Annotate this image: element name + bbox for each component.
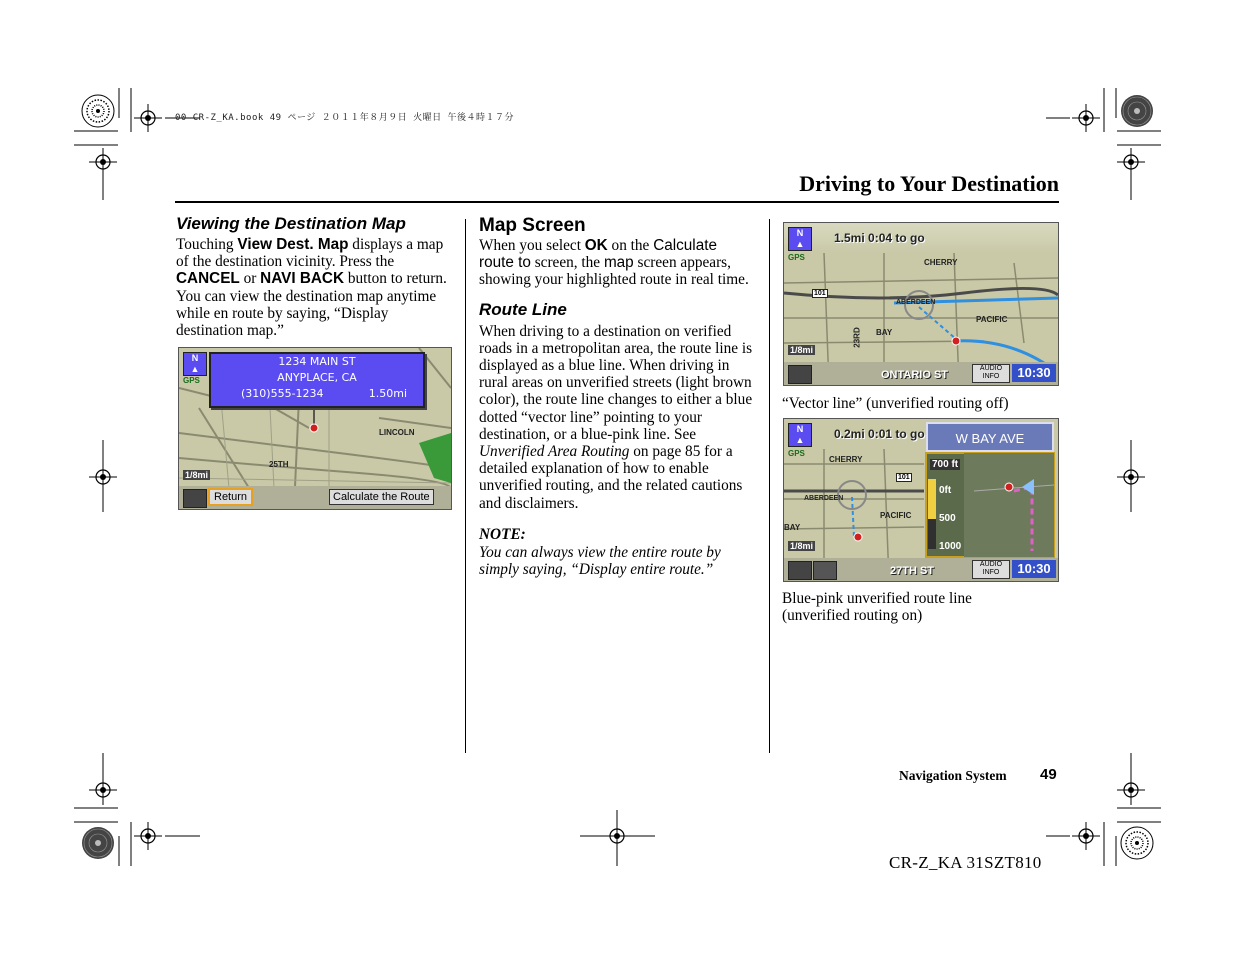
street-cherry: CHERRY (829, 455, 863, 464)
left-column (176, 214, 454, 339)
return-button[interactable]: Return (208, 488, 253, 506)
destination-info-panel (209, 352, 425, 408)
route-line-text: When driving to a destination on verified roads in a metropolitan area, the route line is displayed as a blue line. When driving in rural areas on unverified streets (light brown color), the route line changes to either a blue dotted “vector line” pointing to your destination, or a blue-pink line. See Unverified Area Routing on page 85 for a detailed explanation of how to enable unverified routing, and the related cautions and disclaimers. (479, 322, 753, 512)
blue-pink-caption-line2: (unverified routing on) (782, 607, 923, 624)
current-street: 27TH ST (890, 565, 935, 577)
column-divider-1 (465, 219, 466, 753)
calculate-route-button[interactable]: Calculate the Route (329, 489, 434, 505)
phone: (310)555-1234 (241, 387, 324, 400)
note-label: NOTE: (479, 525, 526, 543)
viewing-destination-heading: Viewing the Destination Map (176, 214, 406, 233)
next-street-panel: W BAY AVE (926, 422, 1054, 452)
footer-nav-label: Navigation System (899, 768, 1007, 783)
page-number: 49 (1040, 766, 1057, 783)
distance-to-go: 0.2mi 0:01 to go (834, 427, 925, 441)
blue-pink-caption (782, 590, 972, 624)
clock: 10:30 (1012, 364, 1056, 382)
street-25th: 25TH (269, 460, 289, 469)
elevation-0: 0ft (939, 485, 952, 496)
current-street: ONTARIO ST (881, 369, 949, 381)
map-icon-button[interactable] (788, 561, 812, 580)
gps-indicator: GPS (788, 449, 805, 458)
map-scale: 1/8mi (790, 345, 814, 355)
elevation-top: 700 ft (932, 459, 959, 470)
destination-map-screen (178, 347, 452, 510)
title-rule (175, 201, 1059, 203)
map-scale: 1/8mi (185, 470, 209, 480)
elevation-1000: 1000 (939, 541, 962, 552)
clock: 10:30 (1012, 560, 1056, 578)
street-lincoln: LINCOLN (379, 428, 415, 437)
document-code: CR-Z_KA 31SZT810 (889, 853, 1042, 872)
phone-line (211, 386, 423, 402)
distance-to-go: 1.5mi 0:04 to go (834, 231, 925, 245)
north-compass-icon[interactable]: N ▲ (183, 352, 207, 376)
map-icon-button[interactable] (788, 365, 812, 384)
highway-shield: 101 (898, 474, 910, 481)
viewing-destination-text: Touching View Dest. Map displays a map of the destination vicinity. Press the CANCEL or NAVI BACK button to return. You can view the destination map anytime while en route by saying, “Display destination map.” (176, 236, 447, 340)
vector-line-map-screen (783, 222, 1059, 386)
north-compass-icon[interactable]: N ▲ (788, 227, 812, 251)
map-screen-heading: Map Screen (479, 215, 586, 236)
street-23rd: 23RD (852, 327, 862, 348)
blue-pink-route-map-screen (783, 418, 1059, 582)
vector-line-caption: “Vector line” (unverified routing off) (782, 395, 1009, 412)
gps-indicator: GPS (183, 376, 200, 385)
map-scale: 1/8mi (790, 541, 814, 551)
city-label: ABERDEEN (804, 495, 844, 502)
middle-column (479, 215, 755, 578)
gps-indicator: GPS (788, 253, 805, 262)
map-screen-text: When you select OK on the Calculate route to screen, the map screen appears, showing your highlighted route in real time. (479, 237, 749, 289)
audio-info-button[interactable]: AUDIO INFO (972, 364, 1010, 383)
address-line1: 1234 MAIN ST (278, 355, 356, 368)
street-bay: BAY (784, 523, 801, 532)
elevation-500: 500 (939, 513, 956, 524)
street-pacific: PACIFIC (976, 315, 1008, 324)
route-line-heading: Route Line (479, 299, 567, 319)
column-divider-2 (769, 219, 770, 753)
voice-button[interactable] (813, 561, 837, 580)
street-cherry: CHERRY (924, 258, 958, 267)
street-pacific: PACIFIC (880, 511, 912, 520)
map-icon-button[interactable] (183, 489, 207, 508)
section-title: Driving to Your Destination (799, 171, 1059, 196)
audio-info-button[interactable]: AUDIO INFO (972, 560, 1010, 579)
print-header-line: 00 CR-Z_KA.book 49 ページ ２０１１年８月９日 火曜日 午後４時１７分 (175, 113, 515, 123)
blue-pink-caption-line1: Blue-pink unverified route line (782, 590, 972, 607)
street-bay: BAY (876, 328, 893, 337)
city-label: ABERDEEN (896, 299, 936, 306)
highway-shield: 101 (814, 290, 826, 297)
note-text: You can always view the entire route by simply saying, “Display entire route.” (479, 544, 721, 579)
north-compass-icon[interactable]: N ▲ (788, 423, 812, 447)
address-line2: ANYPLACE, CA (277, 371, 357, 384)
distance: 1.50mi (368, 387, 407, 400)
